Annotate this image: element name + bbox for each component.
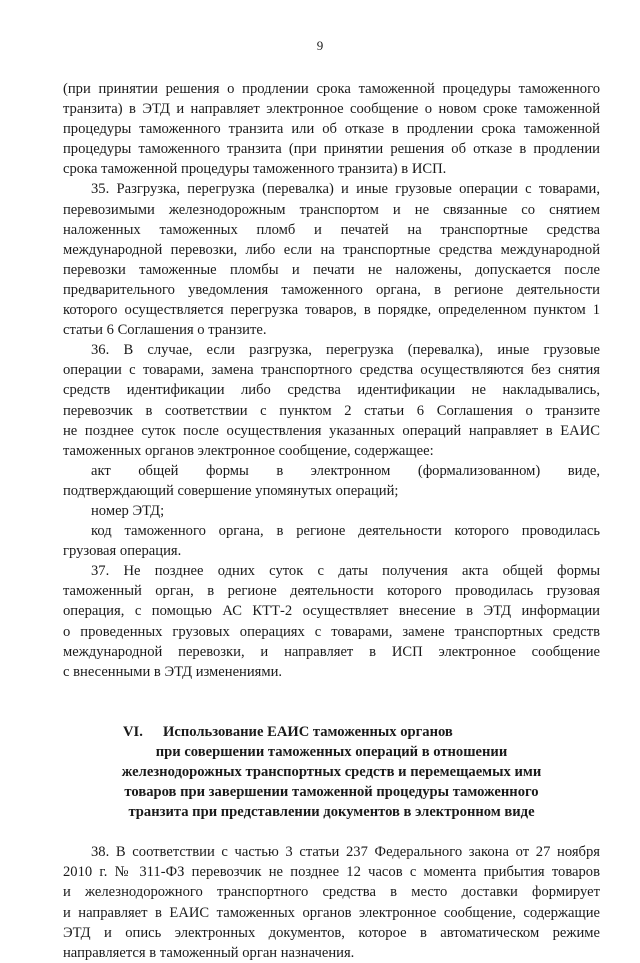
text-line: подтверждающий совершение упомянутых операций; bbox=[63, 482, 399, 499]
paragraph-38 bbox=[63, 842, 600, 963]
text-line: перевозки таможенные пломбы и печати не наложены, допускается после bbox=[63, 261, 600, 278]
text-line: код таможенного органа, в регионе деятельности которого проводилась bbox=[91, 523, 600, 540]
text-line: наложенных таможенных пломб и печатей на транспортные средства bbox=[63, 221, 600, 238]
text-line: процедуры таможенного транзита (при принятии решения об отказе в продлении bbox=[63, 141, 600, 158]
text-line: таможенный орган, в регионе деятельности которого проводилась грузовая bbox=[63, 583, 600, 600]
text-line: о проведенных грузовых операциях с товарами, замене транспортных средств bbox=[63, 623, 600, 640]
text-line: которого осуществляется перегрузка товаров, в порядке, определенном пунктом 1 bbox=[63, 302, 600, 319]
text-line: перевозчик в соответствии с пунктом 2 статьи 6 Соглашения о транзите bbox=[63, 402, 600, 419]
text-line: и направляет в ЕАИС таможенных органов электронное сообщение, содержащие bbox=[63, 904, 600, 921]
list-item-etd-number bbox=[63, 501, 600, 521]
text-line: перевозимыми железнодорожным транспортом и не связанные со снятием bbox=[63, 201, 600, 218]
list-item-act bbox=[63, 461, 600, 501]
text-line: 38. В соответствии с частью 3 статьи 237 Федерального закона от 27 ноября bbox=[91, 844, 600, 861]
section-title: Использование ЕАИС таможенных органов bbox=[163, 723, 453, 740]
text-line: таможенных органов электронное сообщение, содержащее: bbox=[63, 442, 434, 459]
section-heading bbox=[63, 722, 600, 822]
section-heading-line: товаров при завершении таможенной процедуры таможенного bbox=[124, 784, 539, 801]
text-line: грузовая операция. bbox=[63, 543, 182, 560]
text-line: срока таможенной процедуры таможенного транзита) в ИСП. bbox=[63, 161, 447, 178]
text-line: международной перевозки, либо если на транспортные средства международной bbox=[63, 241, 600, 258]
section-number: VI. bbox=[123, 723, 143, 740]
text-line: не позднее суток после осуществления указанных операций направляет в ЕАИС bbox=[63, 422, 600, 439]
document-body bbox=[63, 79, 600, 963]
text-line: направляется в таможенный орган назначения. bbox=[63, 944, 355, 961]
text-line: транзита) в ЭТД и направляет электронное сообщение о новом сроке таможенной bbox=[63, 101, 600, 118]
text-line: предварительного уведомления таможенного органа, в регионе деятельности bbox=[63, 281, 600, 298]
text-line: и железнодорожного транспортного средства в место доставки формирует bbox=[63, 884, 600, 901]
text-line: акт общей формы в электронном (формализованном) виде, bbox=[91, 462, 600, 479]
text-line: операция, с помощью АС КТТ-2 осуществляет внесение в ЭТД информации bbox=[63, 603, 600, 620]
paragraph-36 bbox=[63, 340, 600, 461]
paragraph-35 bbox=[63, 179, 600, 340]
text-line: ЭТД и опись электронных документов, которое в автоматическом режиме bbox=[63, 924, 600, 941]
section-heading-line bbox=[63, 722, 600, 742]
text-line: средств идентификации либо средства идентификации не накладывались, bbox=[63, 382, 600, 399]
paragraph-continuation bbox=[63, 79, 600, 179]
text-line: с внесенными в ЭТД изменениями. bbox=[63, 663, 283, 680]
paragraph-37 bbox=[63, 561, 600, 682]
text-line: международной перевозки, и направляет в ИСП электронное сообщение bbox=[63, 643, 600, 660]
section-heading-line: железнодорожных транспортных средств и перемещаемых ими bbox=[121, 764, 542, 780]
list-item-customs-code bbox=[63, 521, 600, 561]
text-line: 37. Не позднее одних суток с даты получения акта общей формы bbox=[91, 563, 600, 580]
text-line: операции с товарами, замена транспортного средства осуществляются без снятия bbox=[63, 362, 600, 379]
text-line: номер ЭТД; bbox=[91, 502, 165, 519]
text-line: 35. Разгрузка, перегрузка (перевалка) и иные грузовые операции с товарами, bbox=[91, 181, 600, 198]
text-line: 2010 г. № 311-ФЗ перевозчик не позднее 12 часов с момента прибытия товаров bbox=[63, 864, 600, 881]
section-heading-line: при совершении таможенных операций в отношении bbox=[155, 743, 508, 760]
text-line: статьи 6 Соглашения о транзите. bbox=[63, 322, 267, 339]
text-line: 36. В случае, если разгрузка, перегрузка (перевалка), иные грузовые bbox=[91, 342, 600, 359]
text-line: процедуры таможенного транзита или об отказе в продлении срока таможенной bbox=[63, 121, 600, 138]
section-heading-line: транзита при представлении документов в электронном виде bbox=[128, 804, 535, 821]
text-line: (при принятии решения о продлении срока таможенной процедуры таможенного bbox=[63, 81, 600, 97]
page-number: 9 bbox=[316, 38, 324, 53]
